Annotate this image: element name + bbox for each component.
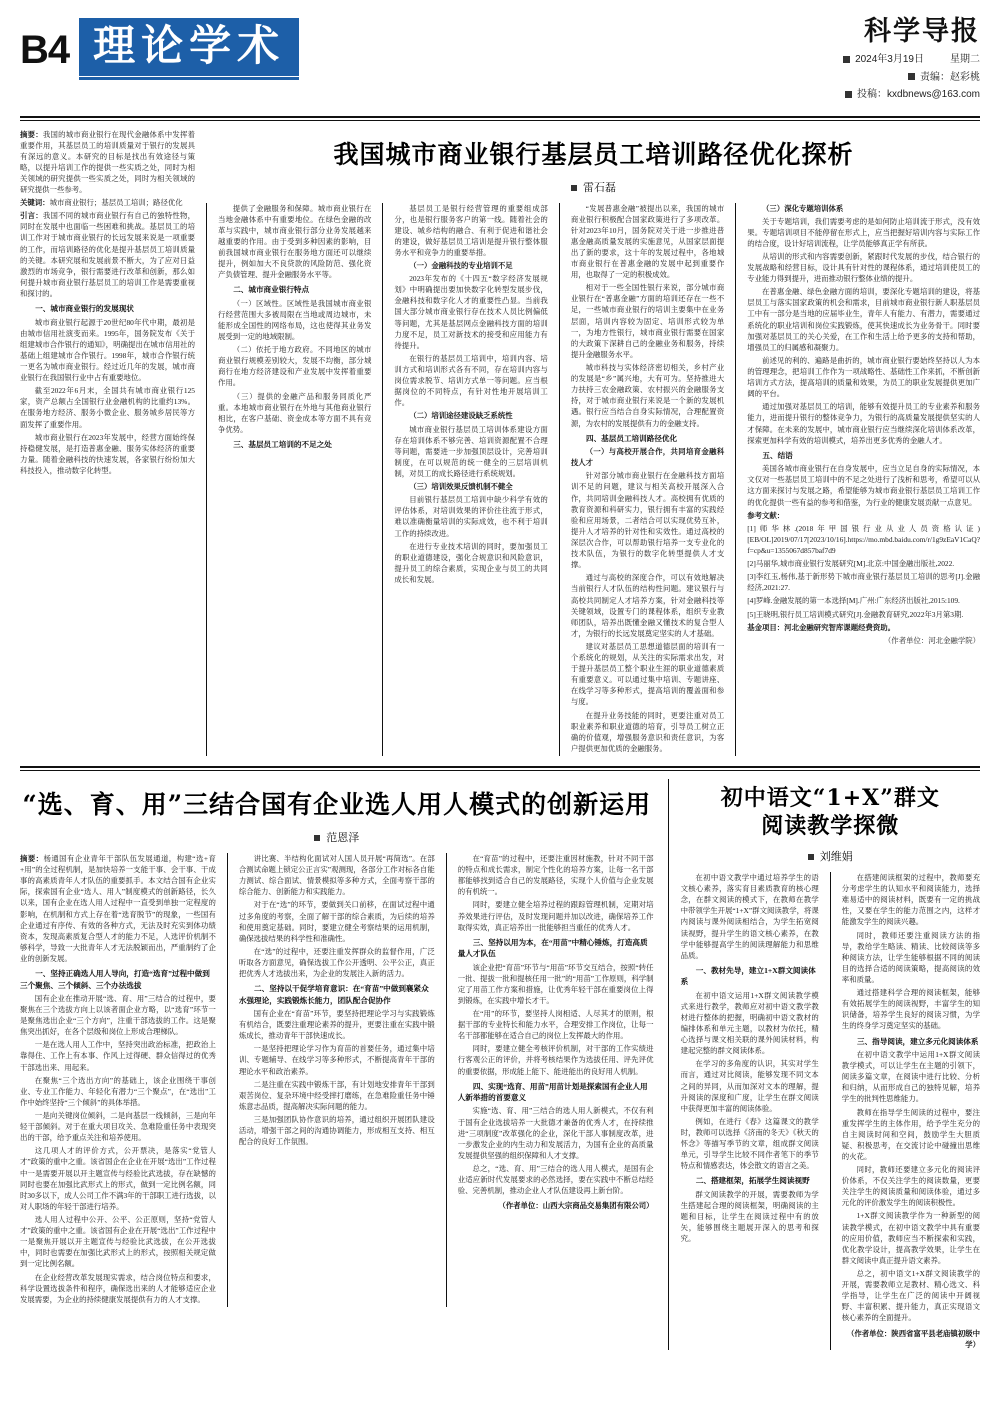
article2-h2: 二、坚持以干促学培育意识：在“育苗”中做到襄紧众水强理论，实践锻炼长能力，团队配合促协作 <box>238 984 429 1005</box>
article3-p11: 同时，教师还要建立多元化的阅读评价体系，不仅关注学生的阅读数量，更要关注学生的阅读质量和阅读体验，通过多元化的评价激发学生的阅读积极性。 <box>841 1165 980 1208</box>
article1-p13: 城市商业银行基层员工培训体系建设方面存在培训体系不够完善、培训资源配置不合理等问题，需要进一步加强顶层设计，完善培训制度，在可以规范的统一健全的三层培训机制，对员工的成长路径进行系统规划。 <box>394 424 548 479</box>
article3-p12: 1+X群文阅读教学作为一种新型的阅读教学模式，在初中语文教学中具有重要的应用价值，教师应当不断探索和实践，优化教学设计，提高教学效果，让学生在群文阅读中真正提升语文素养。 <box>841 1211 980 1265</box>
bullet-square-icon <box>845 91 852 98</box>
article3-h1: 一、教材先导，建立1+X群文阅读体系 <box>680 965 816 987</box>
article2-body-columns <box>20 853 654 1307</box>
article3-p2: 在初中语文运用1+X群文阅读教学模式来进行教学，教师应对初中语文教学教材进行整体的把握，明确初中语文教材的编排体系和单元主题，以教材为依托，精心选择与课文相关联的课外阅读材料，构建起完整的群文阅读体系。 <box>680 990 819 1056</box>
article2-p14: 三是加强团队协作意识的培养，通过组织开展团队建设活动，增强干部之间的沟通协调能力，形成相互支持、相互配合的良好工作氛围。 <box>238 1115 435 1147</box>
article2-col1 <box>20 853 216 1307</box>
article1-p14: （三）培训效果反馈机制不健全 <box>409 482 513 492</box>
article1-col2 <box>206 203 371 757</box>
article1-h3: 三、基层员工培训的不足之处 <box>233 439 332 449</box>
article2-p11: 国有企业在“育苗”环节，要坚持把理论学习与实践锻炼有机结合，既要注重理论素养的提升，更要注重在实践中锻炼成长，推动青年干部快速成长。 <box>238 1009 435 1041</box>
article2-p13: 二是注重在实践中锻炼干部，有计划地安排青年干部到艰苦岗位、复杂环境中经受摔打磨练，在急难险重任务中锤炼意志品质，提高解决实际问题的能力。 <box>238 1079 435 1111</box>
article2-p15: 在“育苗”的过程中，还要注重因材施教，针对不同干部的特点和成长需求，制定个性化的培养方案，让每一名干部都能够找到适合自己的发展路径，实现个人价值与企业发展的有机统一。 <box>457 854 654 897</box>
article1-abstract-column <box>20 129 195 757</box>
article2-p16: 同时，要建立健全培养过程的跟踪管理机制，定期对培养效果进行评估，及时发现问题并加以改进，确保培养工作取得实效，真正培养出一批能够担当重任的优秀人才。 <box>457 900 654 932</box>
article1-p8: 基层员工是银行经营管理的重要组成部分，也是银行服务客户的第一线。随着社会的建设、城乡结构的融合、有利于促进和谐社会的建设，做好基层员工培训是提升银行整体服务水平和竞争力的重要举措。 <box>394 203 548 257</box>
article2-p20: 实施“选、育、用”三结合的选人用人新模式，不仅有利于国有企业选拔培养一大批德才兼备的优秀人才，在持续推进“三项制度”改革强化的企业，深化干部人事制度改革，进一步激发企业的内生动力和发展活力，为国有企业的高质量发展提供坚强的组织保障和人才支撑。 <box>457 1106 654 1160</box>
article1-p26: 关于专题培训，我们需要考虑的是如何防止培训流于形式，没有效果。专题培训项目不能停留在形式上，应当把握好培训内容与实际工作的结合度，设计好培训流程，让学员能够真正学有所获。 <box>747 216 980 248</box>
article2-p21: 总之，“选、育、用”三结合的选人用人模式，是国有企业适应新时代发展要求的必然选择，要在实践中不断总结经验、完善机制，推动企业人才队伍建设再上新台阶。 <box>457 1164 654 1196</box>
article2-p7: 在企业经营改革发展现实需求，结合岗位特点和要求，科学设置选拔条件和程序，确保选出来的人才能够适应企业发展需要，为企业的持续健康发展提供有力的人才支撑。 <box>20 1272 216 1304</box>
article1-p2: 截至2022年6月末，全国共有城市商业银行125家，资产总额占全国银行业金融机构的比重约13%。在服务地方经济、服务小微企业、服务城乡居民等方面发挥了重要作用。 <box>20 386 195 429</box>
bullet-square-icon <box>908 73 915 80</box>
masthead-rule-thin <box>20 120 980 121</box>
article1-title: 我国城市商业银行基层员工培训路径优化探析 <box>333 139 854 169</box>
article3-title-line1: 初中语文“1+X”群文 <box>720 785 940 812</box>
article2-h1: 一、坚持正确选人用人导向，打造“选育”过程中做到三个聚焦、三个倾斜、三个办法选拔 <box>20 969 210 990</box>
article3-p10: 教师在指导学生阅读的过程中，要注重发挥学生的主体作用，给予学生充分的自主阅读时间和空间，鼓励学生大胆质疑、积极思考，在交流讨论中碰撞出思维的火花。 <box>841 1107 980 1161</box>
article3-p8: 通过搭建科学合理的阅读框架，能够有效拓展学生的阅读视野，丰富学生的知识储备，培养学生良好的阅读习惯，为学生的终身学习奠定坚实的基础。 <box>841 988 980 1031</box>
bottom-block <box>20 779 980 1350</box>
article1-p11: 在银行的基层员工培训中，培训内容、培训方式和培训形式各有不同，存在培训内容与岗位需求脱节、培训方式单一等问题。应当根据岗位的不同特点，有针对性地开展培训工作。 <box>394 353 548 408</box>
article1-p25: （三）深化专题培训体系 <box>762 203 844 213</box>
article1-p24: 在提升业务技能的同时，更要注重对员工职业素养和职业道德的培育，引导员工树立正确的价值观，增强服务意识和责任意识，为客户提供更加优质的金融服务。 <box>570 710 725 753</box>
article1-ref-3: [3]李红玉,杨伟,基于新形势下城市商业银行基层员工培训的思考[J].金融经济,2021:27. <box>747 572 980 593</box>
article3-title <box>681 785 980 840</box>
article2-byline: 范恩泽 <box>20 829 654 845</box>
article3-p6: 在搭建阅读框架的过程中，教师要充分考虑学生的认知水平和阅读能力，选择难易适中的阅读材料，既要有一定的挑战性，又要在学生的能力范围之内，这样才能激发学生的阅读兴趣。 <box>841 873 980 927</box>
article1-ref-4: [4]罗峰.金融发展的第一本选择[M].广州:广东经济出版社,2015:109. <box>747 596 960 606</box>
paper-name: 科学导报 <box>864 16 980 47</box>
article1-p10: 2023年发布的《十四五“数字经济发展规划》中明确提出要加快数字化转型发展步伐，金融科技和数字化人才的重要性凸显。当前我国大部分城市商业银行存在技术人员比例偏低等问题，尤其是基层网点金融科技方面的培训力度不足，员工对新技术的接受和应用能力有待提升。 <box>394 274 548 350</box>
article-chinese-teaching <box>668 779 980 1350</box>
article-soe <box>20 779 654 1350</box>
article3-title-line2: 阅读教学探微 <box>761 812 900 839</box>
masthead-meta-top <box>710 51 980 69</box>
article1-body-columns <box>207 203 980 757</box>
bullet-square-icon <box>314 835 320 841</box>
article2-title: “选、育、用”三结合国有企业选人用人模式的创新运用 <box>22 790 652 820</box>
article2-h3: 三、坚持以用为本，在“用苗”中精心锤炼，打造高质量人才队伍 <box>457 937 648 959</box>
bullet-square-icon <box>808 854 814 860</box>
article3-col1 <box>681 872 819 1350</box>
issue-date: 2024年3月19日 <box>843 51 924 69</box>
article2-p18: 在“用”的环节，要坚持人岗相适、人尽其才的原则，根据干部的专业特长和能力水平，合理安排工作岗位，让每一名干部都能够在适合自己的岗位上发挥最大的作用。 <box>457 1009 654 1041</box>
article2-sign: （作者单位：山西大宗商品交易集团有限公司） <box>498 1201 654 1211</box>
article-separator-thick <box>20 766 980 768</box>
article1-p4: 提供了金融服务和保障。城市商业银行在当地金融体系中有重要地位。在绿色金融的改革与实践中，城市商业银行部分业务发展越来越重要的作用。由于受到多种因素的影响，目前我国城市商业银行在服务地方面还可以继续提升，例如加大不良贷款的风险防范、强化资产负债管理、提升金融服务水平等。 <box>218 203 372 280</box>
article3-p9: 在初中语文教学中运用1+X群文阅读教学模式，可以让学生在主题的引领下，阅读多篇文章，在阅读中进行比较、分析和归纳，从而形成自己的独特见解，培养学生的批判性思维能力。 <box>841 1049 980 1104</box>
article1-p31: 美国各城市商业银行在自身发展中，应当立足自身的实际情况，本文仅对一些基层员工培训中的不足之处进行了浅析和思考，希望可以从这方面来探讨与发展之路，希望能够为城市商业银行基层员工培训工作的优化提供一些有益的参考和借鉴，为行业的健康发展贡献一点意见。 <box>747 464 980 507</box>
article1-p16: 在进行专业技术培训的同时，要加强员工的职业道德建设，强化合规意识和风险意识，提升员工的综合素质，实现企业与员工的共同成长和发展。 <box>394 541 548 584</box>
article3-sign: （作者单位：陕西省富平县老庙镇初级中学） <box>846 1328 980 1349</box>
article2-p5: 这几项人才的评价方式，公开票决，是落实“党管人才”政策的重中之重。该省国企在企业在开展“选出”工作过程中一是需要开展以开主题宣传与经验比武选拔，存在缺憾的同时也要在加强比武形式上的形式，做到一定比例名额，同时30多以下，成人公司工作不满3年的干部职工进行选拔，以对人职场的年轻干部进行培养。 <box>20 1146 216 1211</box>
article2-col3 <box>446 853 654 1307</box>
article3-p7: 同时，教师还要注重阅读方法的指导，教给学生略读、精读、比较阅读等多种阅读方法，让学生能够根据不同的阅读目的选择合适的阅读策略，提高阅读的效率和质量。 <box>841 930 980 985</box>
article1-keywords: 关键词：城市商业银行；基层员工培训；路径优化 <box>20 198 183 208</box>
article1-h1: 一、城市商业银行的发展现状 <box>35 304 134 314</box>
bullet-square-icon <box>571 185 577 191</box>
article1-p3: 城市商业银行在2023年发展中，经营方面始终保持稳健发展，是打造普惠金融、服务实体经济的重要力量。随着金融科技的快速发展，各家银行纷纷加大科技投入，推动数字化转型。 <box>20 432 195 475</box>
article1-unit: （作者单位：河北金融学院） <box>883 635 980 645</box>
article3-body-columns <box>681 872 980 1350</box>
article1-p18: 相对于一些全国性银行来说，部分城市商业银行在“普惠金融”方面的培训还存在一些不足，一些城市商业银行的培训主要集中在业务层面，培训内容较为固定、培训形式较为单一，为地方性银行，城市商业银行需要在国家的大政策下深耕自己的金融业务和服务，持续提升金融服务水平。 <box>570 283 725 359</box>
article1-col5 <box>735 203 980 757</box>
article2-p17: 该企业把“育苗”环节与“用苗”环节交互结合，按照“转任一批、提拔一批和提核任用一批”的“用苗”工作原则，科学制定了用苗工作方案和措施，让优秀年轻干部在重要岗位上得到锻炼，在实践中增长才干。 <box>457 962 654 1005</box>
article3-byline: 刘维娟 <box>681 848 980 864</box>
masthead <box>20 18 980 112</box>
article1-p21: 针对部分城市商业银行在金融科技方面培训不足的问题，建议与相关高校开展深入合作，共同培训金融科技人才。高校拥有优质的教育资源和科研实力，银行拥有丰富的实践经验和应用场景，二者结合可以实现优势互补，提升人才培养的针对性和实效性。通过高校的深层次合作，可以帮助银行培养一支专业化的技术队伍，为银行的数字化转型提供人才支撑。 <box>570 471 725 570</box>
article3-h3: 三、指导阅读，建立多元化阅读体系 <box>856 1036 979 1046</box>
article1-p6: （二）依托于地方政府。不同地区的城市商业银行规模差别较大，发展不均衡，部分城商行在地方经济建设和产业发展中发挥着重要作用。 <box>218 345 372 388</box>
article1-p20: （一）与高校开展合作，共同培育金融科技人才 <box>570 447 725 468</box>
article1-p7: （三）提供的金融产品和服务同质化严重。本地城市商业银行在外地与其他商业银行相比，在客户基础、资金成本等方面不具有竞争优势。 <box>218 391 372 434</box>
article3-h2: 二、搭建框架，拓展学生阅读视野 <box>695 1176 810 1186</box>
article2-p2: 一是在选人用人工作中，坚持突出政治标准，把政治上靠得住、工作上有本事、作风上过得硬、群众信得过的优秀干部选出来、用起来。 <box>20 1040 216 1072</box>
article1-ref-2: [2]马丽华,城市商业银行发展研究[M].北京:中国金融出版社,2022. <box>747 559 955 569</box>
article1-p23: 建议对基层员工思想道德层面的培训有一个系统化的规划，从关注的实际需求出发，对于提升基层员工整个职业生涯的职业道德素质有重要意义。可以通过集中培训、专题讲座、在线学习等多种形式，提高培训的覆盖面和参与度。 <box>570 641 725 707</box>
section-title: 理论学术 <box>79 18 299 76</box>
article1-h2: 二、城市商业银行特点 <box>233 285 310 295</box>
article1-fund: 基金项目：河北金融研究智库课题经费资助。 <box>747 622 896 632</box>
article1-ref-5: [5]王晓明,银行员工培训模式研究[J].金融教育研究,2022年3月第3期. <box>747 609 964 619</box>
article1-p9: （一）金融科技的专业培训不足 <box>409 261 513 271</box>
article2-abstract: 摘要：杨通国有企业青年干部队伍发展通道，构建“选+育+用”的全过程机制，是加快培养一支能干事、会干事、干成事的高素质青年人才队伍的重要抓手。本文结合国有企业实际，探索国有企业“选人、用人”制度模式的创新路径，长久以来，国有企业在选人用人过程中一直受到单独一定程度的影响，在机制和方式上存在着“选育脱节”的现象，一些国有企业通过有序传、有效的各种方式，无法及时充实到体功绩资本，发现高素质复合型人才的能力不足，人选评价机制不够科学，导致一大批青年人才无法脱颖而出，严重制约了企业的创新发展。 <box>20 854 216 964</box>
article1-p1: 城市商业银行起源于20世纪80年代中期，最初是由城市信用社演变而来。1995年，国务院发布《关于组建城市合作银行的通知》，明确提出在城市信用社的基础上组建城市合作银行。1998年，城市合作银行统一更名为城市商业银行。经过近几年的发展，城市商业银行在我国银行业中占有重要地位。 <box>20 317 195 383</box>
article-separator-thin <box>20 770 980 771</box>
masthead-meta-editor <box>710 69 980 87</box>
article2-p8: 讲比赛、半结构化面试对人国人员开展“再简选”。在部合测试命题上锁定公正言实”观测现，各部分工作对标各自能力测试、综合面试、情景模拟等多种方式，全面考察干部的综合能力、创新能力和实践能力。 <box>238 854 435 897</box>
article2-p4: 一是向关键岗位倾斜，二是向基层一线倾斜，三是向年轻干部倾斜。对于在重大项目攻关、急难险重任务中表现突出的干部，给予重点关注和培养使用。 <box>20 1111 216 1143</box>
submit-line: 投稿：kxdbnews@163.com <box>845 86 980 104</box>
bullet-square-icon <box>843 56 850 63</box>
article1-p30: 通过加强对基层员工的培训，能够有效提升员工的专业素养和服务能力，进而提升银行的整体竞争力，为银行的高质量发展提供坚实的人才保障。在未来的发展中，城市商业银行应当继续深化培训体系改革，探索更加科学有效的培训模式，培养出更多优秀的金融人才。 <box>747 402 980 445</box>
article-banking <box>20 129 980 757</box>
article3-p3: 在学习的多角度的认识，其实对学生而言，通过对比阅读，能够发现不同文本之间的异同，从而加深对文本的理解，提升阅读的深度和广度，让学生在群文阅读中获得更加丰富的阅读体验。 <box>680 1059 819 1113</box>
article2-p1: 国有企业在推动开展“选、育、用”三结合的过程中，要聚焦在三个选拔方向上以该者面企业方略，以“选育”环节一是聚焦选出企业“三个方向”，注重干部选拔的工作。这是聚焦突出抓好，在各个层级和岗位上形成合理梯队。 <box>20 993 216 1037</box>
article1-p29: 前述见的利的、遍路是曲折的，城市商业银行要始终坚持以人为本的管理理念，把培训工作作为一项战略性、基础性工作来抓，不断创新培训方式方法，提高培训的质量和效果，为员工的职业发展提供更加广阔的平台。 <box>747 355 980 399</box>
article2-p19: 同时，要建立健全考核评价机制，对干部的工作实绩进行客观公正的评价，并将考核结果作为选拔任用、评先评优的重要依据，形成能上能下、能进能出的良好用人机制。 <box>457 1044 654 1076</box>
article3-p1: 在初中语文教学中通过培养学生的语文核心素养，落实育目素质教育的核心理念，在群文阅读的模式下，在教师在教学中带领学生开展“1+X”群文阅读教学，将课内阅读与课外阅读相结合，为学生拓宽阅读视野，提升学生的语文核心素养，在教学中能够提高学生的阅读理解能力和思维品质。 <box>680 873 819 960</box>
article1-h4: 四、基层员工培训路径优化 <box>586 433 678 443</box>
article1-p28: 在普惠金融、绿色金融方面的培训，要深化专题培训的建设，将基层员工与落实国家政策的机会和需求，目前城市商业银行新人职基层员工中有一部分是当地的应届毕业生，青年人有能力、有潜力，需要通过系统化的职业培训和岗位实践锻炼，使其快速成长为业务骨干。同时要加强对基层员工的关心关爱，在工作和生活上给予更多的支持和帮助，增强员工的归属感和凝聚力。 <box>747 287 980 352</box>
article2-p9: 对于在“选”的环节，要做到关口前移，在面试过程中通过多角度的考察，全面了解干部的综合素质，为后续的培养和使用奠定基础。同时，要建立健全考察结果的运用机制，确保选拔结果的科学性和准确性。 <box>238 900 435 943</box>
article3-p13: 总之，初中语文1+X群文阅读教学的开展，需要教师立足教材、精心选文、科学指导，让学生在广泛的阅读中开阔视野、丰富积累、提升能力，真正实现语文核心素养的全面提升。 <box>841 1269 980 1323</box>
article2-h4: 四、实现“选育、用苗”用苗计划是探索国有企业人用人新举措的首要意义 <box>457 1081 648 1103</box>
masthead-right <box>710 18 980 104</box>
article1-byline: 雷石磊 <box>207 179 980 195</box>
article1-intro: 引言：我国不同的城市商业银行有自己的独特性物，同时在发展中也面临一些困难和挑战。基层员工的培训工作对于城市商业银行的长远发展来说是一项重要的工作，而培训路径的优化是提升基层员工培训质量的关键。本研究展和发展前景不断大，为了应对日益激烈的市场竞争，银行需要进行改革和创新，那么如何提升城市商业银行基层员工的培训工作是需要重视和探讨的。 <box>20 211 195 299</box>
article2-p3: 在聚焦“三个选出方向”的基础上，该企业围绕干事创业、专业工作能力、年轻化有潜力“三个聚点”，在“选出”工作中始终坚持“三个倾斜”的具体举措。 <box>20 1075 216 1107</box>
article1-col3 <box>382 203 547 757</box>
article1-col4 <box>559 203 724 757</box>
article1-ref-title: 参考文献： <box>747 510 785 520</box>
page-number: B4 <box>20 28 70 73</box>
article1-p5: （一）区域性。区域性是我国城市商业银行经营范围大多被局限在当地或周边城市，未能形成全国性的网络布局，这也使得其业务发展受到一定的地域限制。 <box>218 298 372 341</box>
masthead-meta-submit <box>710 86 980 104</box>
article2-p10: 在“选”的过程中，还要注重发挥群众的监督作用，广泛听取各方面意见，确保选拔工作公开透明、公平公正，真正把优秀人才选拔出来，为企业的发展注入新的活力。 <box>238 946 435 979</box>
article1-abstract: 摘要：我国的城市商业银行在现代金融体系中发挥着重要作用，其基层员工的培训质量对于银行的发展具有深远的意义。本研究的目标是找出有效途径与策略，以提升培训工作的提供一些实质之处，同时为相关领域的研究提供一些实质之处，同时为相关领域的研究提供一些参考。 <box>20 129 195 195</box>
article1-p27: 从培训的形式和内容需要创新，紧跟时代发展的步伐，结合银行的发展战略和经营目标，设计具有针对性的课程体系，通过培训使员工的专业能力得到提升，进而推动银行整体业绩的提升。 <box>747 251 980 284</box>
article1-p17: “发展普惠金融”被提出以来，我国的城市商业银行积极配合国家政策进行了多项改革。针对2023年10月，国务院对关于进一步推进普惠金融高质量发展的实施意见，从国家层面提出了新的要求，这十年的发展过程中，各地城市商业银行在普惠金融的发展中起到重要作用，也取得了一定的积极成效。 <box>570 203 725 280</box>
article2-p6: 选人用人过程中公开、公平、公正原则，坚持“党管人才”政策的重中之重。该省国有企业在开展“选出”工作过程中一是聚焦开展以开主题宣传与经验比武选拔，在公开选拔中，同时也需要在加强比武形式上的形式，按照相关规定做到一定比例名额。 <box>20 1214 216 1269</box>
masthead-rule-thick <box>20 116 980 118</box>
article1-p19: 城市科技与实体经济密切相关，乡村产业的发展是“乡”属兴地，大有可为。坚持推进大力扶持三农金融政策、农村振兴的金融服务支持，对于城市商业银行来说是一个新的发展机遇。银行应当结合自身实际情况，合理配置资源，为农村的发展提供有力的金融支持。 <box>570 363 725 428</box>
article1-p22: 通过与高校的深度合作，可以有效地解决当前银行人才队伍的结构性问题。建议银行与高校共同制定人才培养方案，针对金融科技等关键领域，设置专门的课程体系，组织专业教师团队，培养出既懂金融又懂技术的复合型人才，为银行的长远发展奠定坚实的人才基础。 <box>570 573 725 638</box>
article1-p15: 目前银行基层员工培训中缺少科学有效的评估体系，对培训效果的评价往往流于形式，难以准确衡量培训的实际成效，也不利于培训工作的持续改进。 <box>394 495 548 538</box>
article1-ref-1: [1]师华林.(2018年甲国银行业从业人员资格认证)[EB/OL]2019/07/17[2023/10/16].https://mo.mbd.baidu.com/r/1g9zEaV1CaQ?f=cp&u=1355067d857baf7d9 <box>747 523 980 555</box>
article3-p5: 群文阅读教学的开展，需要教师为学生搭建起合理的阅读框架，明确阅读的主题和目标，让学生在阅读过程中有的放矢，能够围绕主题展开深入的思考和探究。 <box>680 1189 819 1244</box>
article2-col2 <box>227 853 435 1307</box>
issue-weekday: 星期二 <box>950 54 980 65</box>
masthead-left <box>20 18 299 76</box>
article3-p4: 例如，在进行《春》这篇课文的教学时，教师可以选择《济南的冬天》《秋天的怀念》等描写季节的文章，组成群文阅读单元，引导学生比较不同作者笔下的季节特点和情感表达，体会散文的语言之美。 <box>680 1116 819 1171</box>
article2-p12: 一是坚持把理论学习作为育苗的首要任务，通过集中培训、专题辅导、在线学习等多种形式，不断提高青年干部的理论水平和政治素养。 <box>238 1044 435 1076</box>
article1-p12: （二）培训途径建设缺乏系统性 <box>409 411 513 421</box>
article1-h5: 五、结语 <box>762 450 793 460</box>
article3-col2 <box>830 872 980 1350</box>
editor-line: 责编：赵彩桃 <box>908 69 980 87</box>
